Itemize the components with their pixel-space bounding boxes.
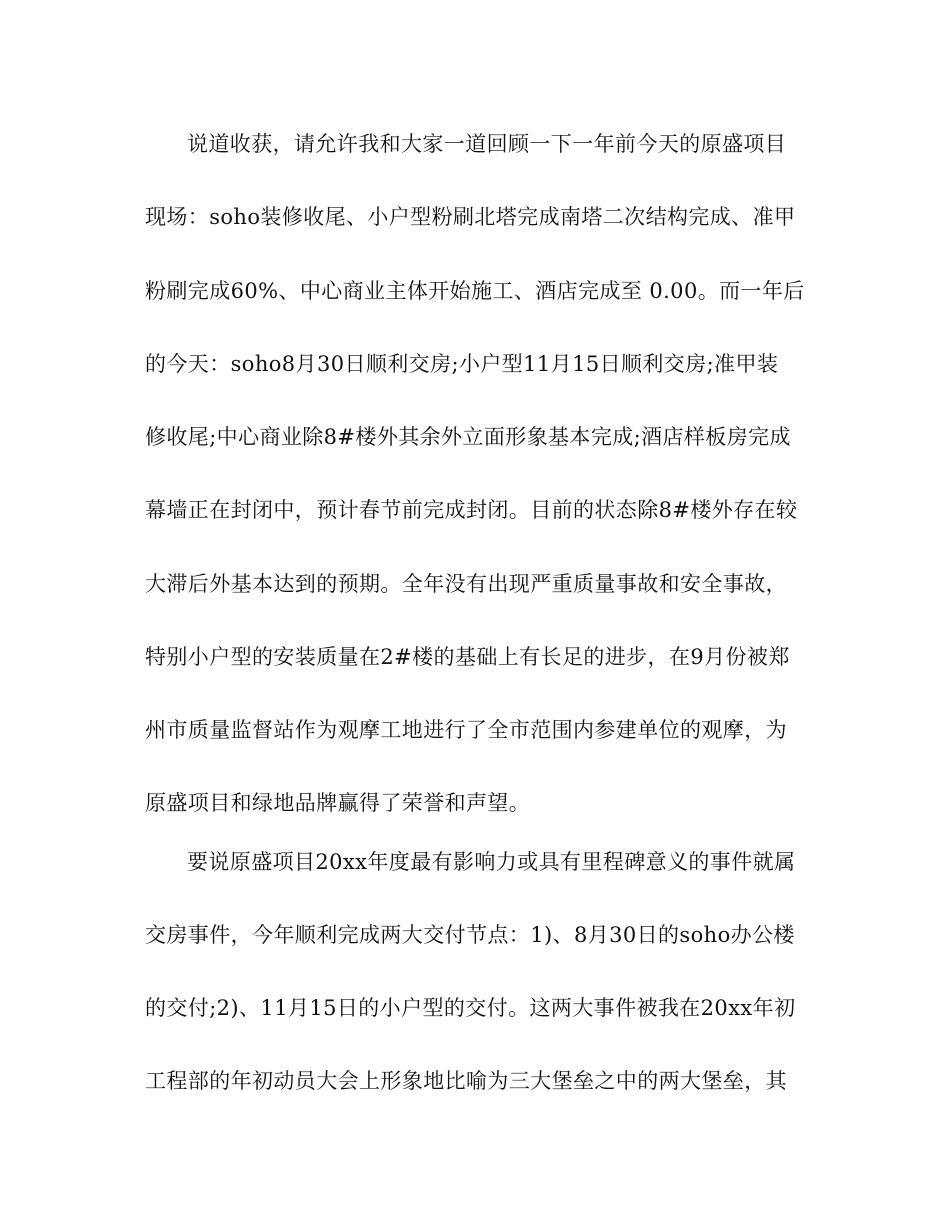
paragraph-1-line-10: 原盛项目和绿地品牌赢得了荣誉和声望。	[145, 791, 531, 815]
paragraph-1-line-6: 幕墙正在封闭中，预计春节前完成封闭。目前的状态除8#楼外存在较	[145, 498, 798, 522]
paragraph-1-line-8: 特别小户型的安装质量在2#楼的基础上有长足的进步，在9月份被郑	[145, 645, 790, 669]
paragraph-1-line-9: 州市质量监督站作为观摩工地进行了全市范围内参建单位的观摩，为	[145, 718, 787, 742]
paragraph-1-line-7: 大滞后外基本达到的预期。全年没有出现严重质量事故和安全事故，	[145, 572, 787, 596]
paragraph-2-line-4: 工程部的年初动员大会上形象地比喻为三大堡垒之中的两大堡垒，其	[145, 1069, 787, 1093]
paragraph-1-line-3: 粉刷完成60%、中心商业主体开始施工、酒店完成至 0.00。而一年后	[145, 279, 805, 303]
paragraph-1-line-4: 的今天：soho8月30日顺利交房;小户型11月15日顺利交房;准甲装	[145, 352, 779, 376]
paragraph-1-line-2: 现场：soho装修收尾、小户型粉刷北塔完成南塔二次结构完成、准甲	[145, 205, 796, 229]
paragraph-2-line-2: 交房事件，今年顺利完成两大交付节点：1)、8月30日的soho办公楼	[145, 923, 795, 947]
paragraph-1-line-5: 修收尾;中心商业除8#楼外其余外立面形象基本完成;酒店样板房完成	[145, 425, 791, 449]
paragraph-1-line-1: 说道收获，请允许我和大家一道回顾一下一年前今天的原盛项目	[187, 132, 787, 156]
paragraph-2-line-3: 的交付;2)、11月15日的小户型的交付。这两大事件被我在20xx年初	[145, 996, 796, 1020]
paragraph-2-line-1: 要说原盛项目20xx年度最有影响力或具有里程碑意义的事件就属	[187, 850, 796, 874]
